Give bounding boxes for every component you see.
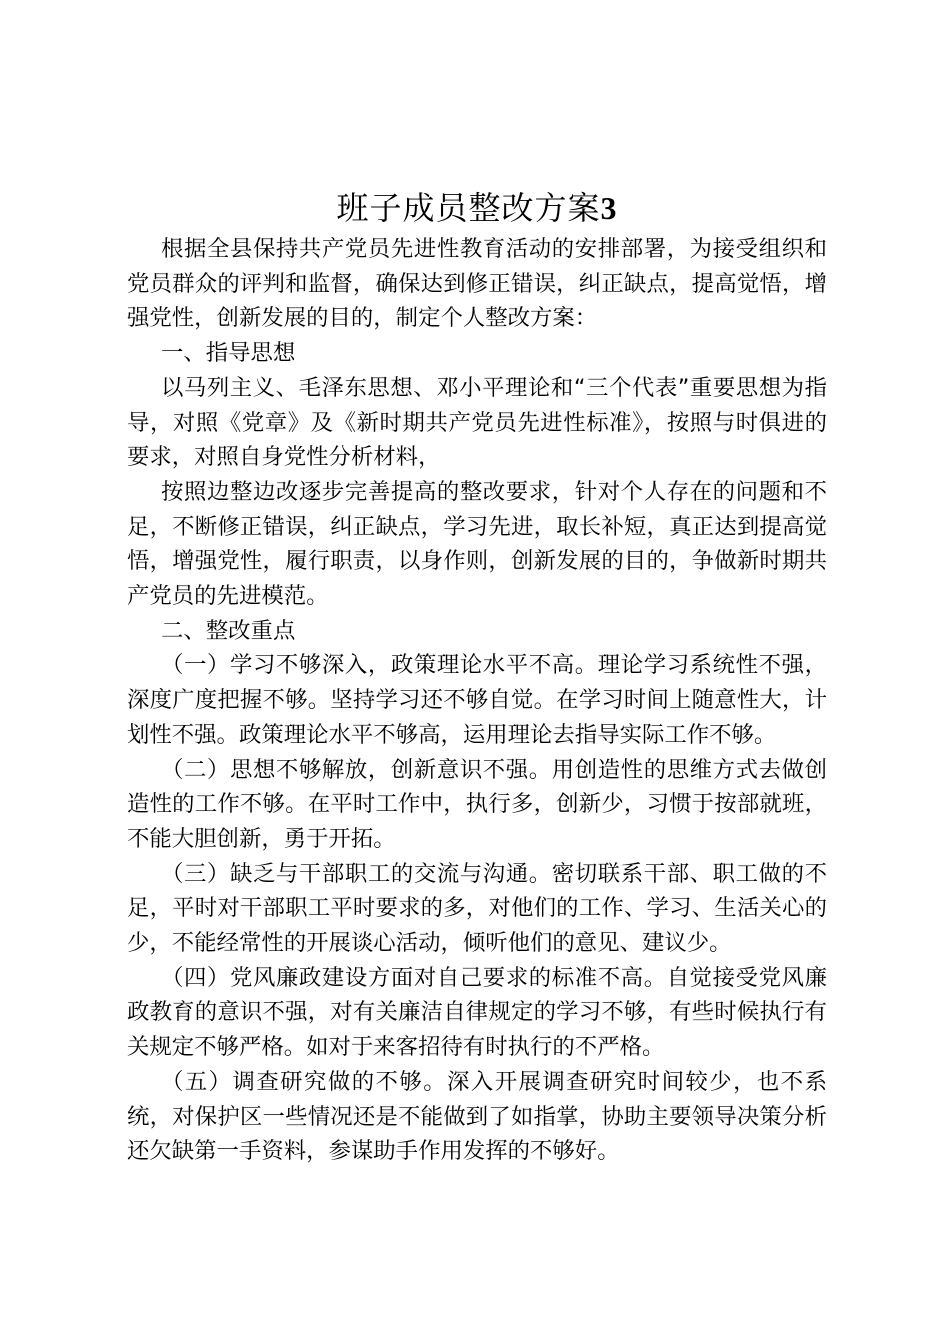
paragraph-intro: 根据全县保持共产党员先进性教育活动的安排部署，为接受组织和党员群众的评判和监督，确保达到修正错误，纠正缺点，提高觉悟，增强党性，创新发展的目的，制定个人整改方案： bbox=[127, 236, 827, 332]
paragraph-point-1: （一）学习不够深入，政策理论水平不高。理论学习系统性不强，深度广度把握不够。坚持学习还不够自觉。在学习时间上随意性大，计划性不强。政策理论水平不够高，运用理论去指导实际工作不够。 bbox=[127, 652, 827, 748]
document-page bbox=[127, 186, 827, 1169]
paragraph-rectification-requirement: 按照边整边改逐步完善提高的整改要求，针对个人存在的问题和不足，不断修正错误，纠正缺点，学习先进，取长补短，真正达到提高觉悟，增强党性，履行职责，以身作则，创新发展的目的，争做新时期共产党员的先进模范。 bbox=[127, 478, 827, 610]
paragraph-point-5: （五）调查研究做的不够。深入开展调查研究时间较少，也不系统，对保护区一些情况还是不能做到了如指掌，协助主要领导决策分析还欠缺第一手资料，参谋助手作用发挥的不够好。 bbox=[127, 1068, 827, 1165]
section-heading-guiding-thought: 一、指导思想 bbox=[161, 340, 296, 367]
paragraph-point-3: （三）缺乏与干部职工的交流与沟通。密切联系干部、职工做的不足，平时对干部职工平时要求的多，对他们的工作、学习、生活关心的少，不能经常性的开展谈心活动，倾听他们的意见、建议少。 bbox=[127, 860, 827, 957]
paragraph-point-2: （二）思想不够解放，创新意识不强。用创造性的思维方式去做创造性的工作不够。在平时工作中，执行多，创新少，习惯于按部就班，不能大胆创新，勇于开拓。 bbox=[127, 756, 827, 852]
document-body bbox=[127, 232, 827, 1169]
title-text: 班子成员整改方案 bbox=[336, 189, 601, 227]
section-heading-key-points: 二、整改重点 bbox=[161, 617, 296, 644]
paragraph-guiding-thought: 以马列主义、毛泽东思想、邓小平理论和“三个代表”重要思想为指导，对照《党章》及《新时期共产党员先进性标准》，按照与时俱进的要求，对照自身党性分析材料， bbox=[127, 374, 827, 471]
paragraph-point-4: （四）党风廉政建设方面对自己要求的标准不高。自觉接受党风廉政教育的意识不强，对有关廉洁自律规定的学习不够，有些时候执行有关规定不够严格。如对于来客招待有时执行的不严格。 bbox=[127, 964, 827, 1061]
document-title bbox=[127, 186, 827, 230]
title-number: 3 bbox=[600, 190, 618, 226]
